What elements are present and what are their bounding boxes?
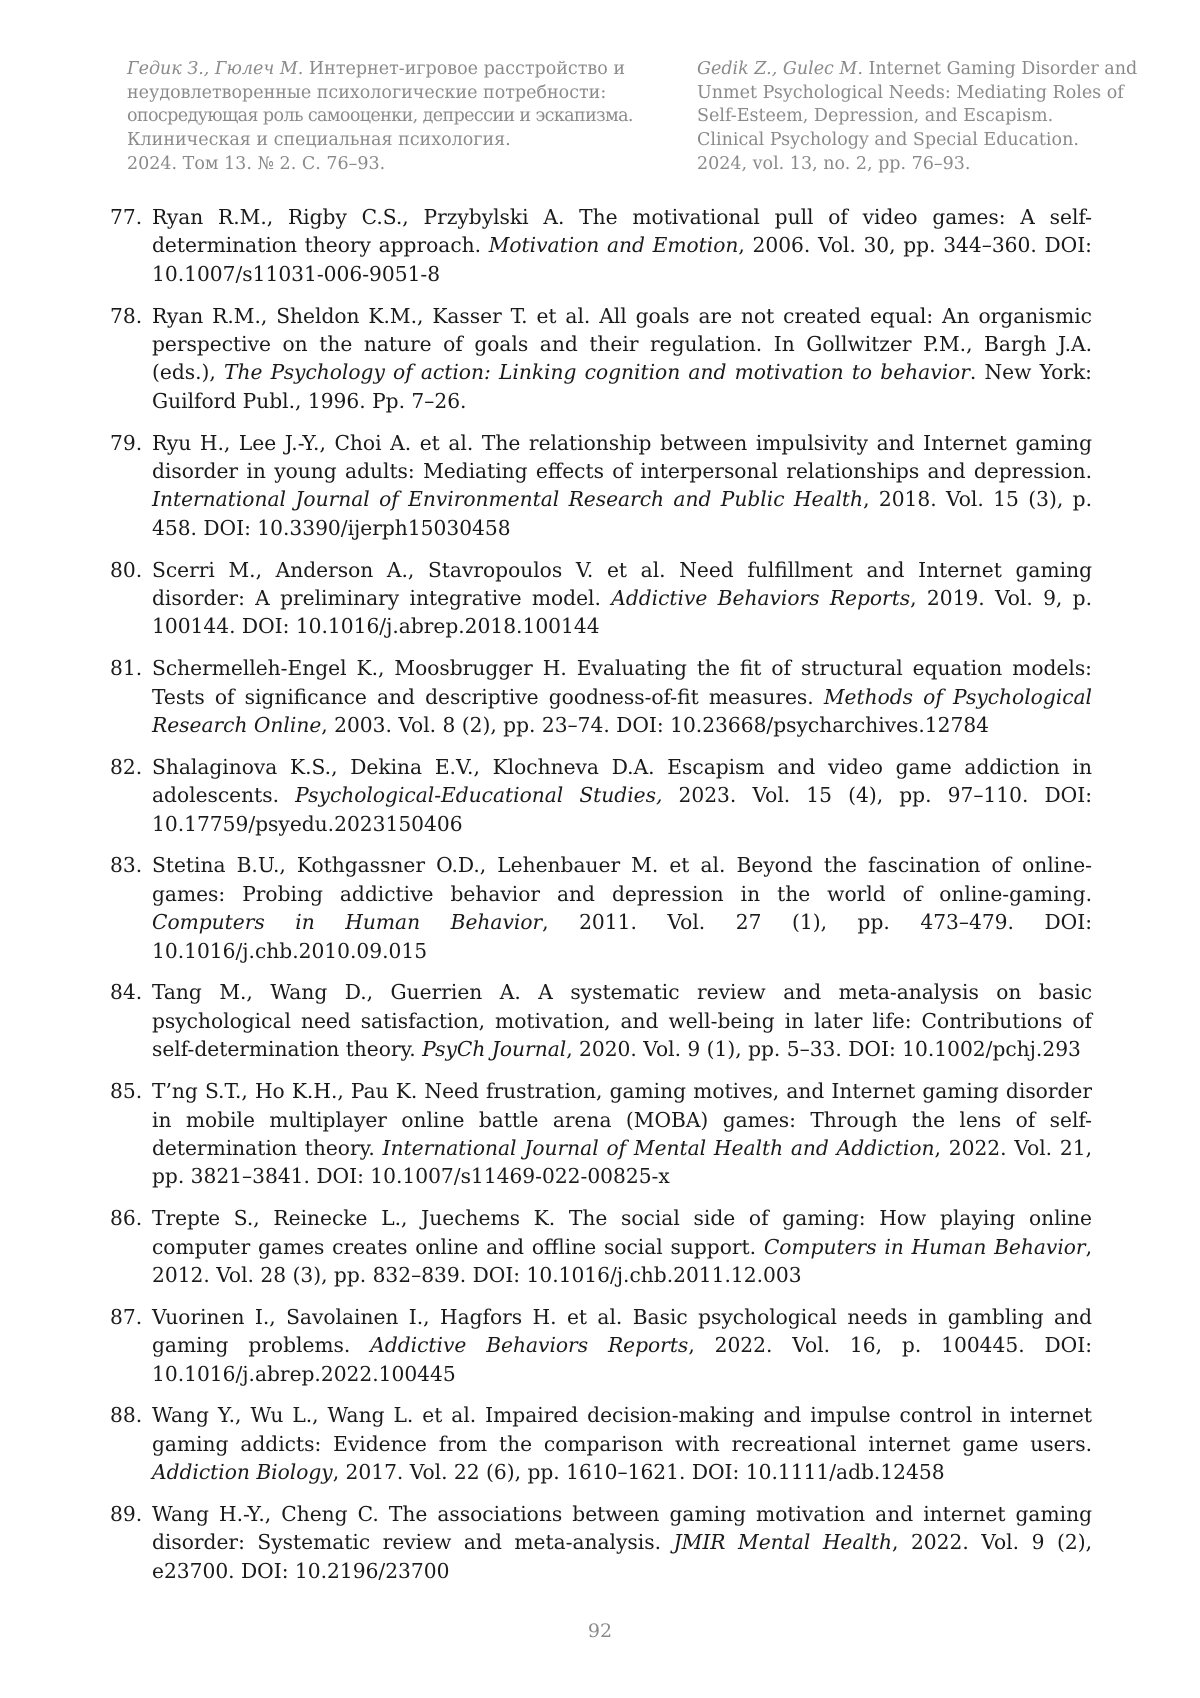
- reference-item: [110, 1500, 1092, 1585]
- header-line: Unmet Psychological Needs: Mediating Roles of: [697, 82, 1124, 103]
- reference-item: [110, 851, 1092, 965]
- reference-list: [110, 203, 1092, 1599]
- reference-text: T’ng S.T., Ho K.H., Pau K. Need frustration, gaming motives, and Internet gaming disorder in mobile multiplayer online battle arena (MOBA) games: Through the lens of self-determination theory. International Journal of Mental Health and Addiction, 2022. Vol. 21, pp. 3821–3841. DOI: 10.1007/s11469-022-00825-x: [152, 1079, 1093, 1189]
- reference-item: [110, 1204, 1092, 1289]
- journal-title: JMIR Mental Health: [673, 1530, 892, 1555]
- reference-item: [110, 978, 1092, 1063]
- header-line: опосредующая роль самооценки, депрессии и эскапизма.: [127, 106, 633, 127]
- page-number: 92: [587, 1620, 613, 1642]
- header-english: [697, 58, 1138, 177]
- header-line: Клиническая и специальная психология.: [127, 130, 511, 151]
- reference-number: 84.: [110, 980, 143, 1005]
- reference-item: [110, 1077, 1092, 1191]
- reference-text: Schermelleh-Engel K., Moosbrugger H. Evaluating the fit of structural equation models: Tests of significance and descriptive goodness-of-fit measures. Methods of Psychological Research Online, 2003. Vol. 8 (2), pp. 23–74. DOI: 10.23668/psycharchives.12784: [152, 656, 1093, 738]
- running-header: [127, 58, 1138, 177]
- reference-item: [110, 654, 1092, 739]
- journal-title: Addictive Behaviors Reports: [611, 586, 911, 611]
- reference-text: Ryan R.M., Sheldon K.M., Kasser T. et al. All goals are not created equal: An organismic perspective on the nature of goals and their regulation. In Gollwitzer P.M., Bargh J.A. (eds.), The Psychology of action: Linking cognition and motivation to behavior. New York: Guilford Publ., 1996. Pp. 7–26.: [152, 303, 1092, 413]
- reference-item: [110, 429, 1092, 543]
- journal-title: Motivation and Emotion: [488, 233, 739, 258]
- reference-text: Tang M., Wang D., Guerrien A. A systematic review and meta-analysis on basic psychological need satisfaction, motivation, and well-being in later life: Contributions of self-determination theory. PsyCh Journal, 2020. Vol. 9 (1), pp. 5–33. DOI: 10.1002/pchj.293: [152, 980, 1092, 1062]
- header-line: Clinical Psychology and Special Education.: [697, 130, 1079, 151]
- reference-number: 88.: [110, 1403, 143, 1428]
- header-authors: Gedik Z., Gulec M.: [697, 59, 863, 79]
- reference-item: [110, 753, 1092, 838]
- journal-title: PsyCh Journal: [422, 1037, 567, 1062]
- journal-title: The Psychology of action: Linking cognition and motivation to behavior: [224, 360, 970, 385]
- reference-item: [110, 203, 1092, 288]
- reference-number: 86.: [110, 1206, 143, 1231]
- reference-text: Wang Y., Wu L., Wang L. et al. Impaired decision-making and impulse control in internet gaming addicts: Evidence from the comparison with recreational internet game users. Addiction Biology, 2017. Vol. 22 (6), pp. 1610–1621. DOI: 10.1111/adb.12458: [152, 1403, 1092, 1485]
- reference-number: 78.: [110, 303, 143, 328]
- header-line: [697, 58, 1138, 82]
- reference-number: 81.: [110, 656, 143, 681]
- reference-text: Wang H.-Y., Cheng C. The associations between gaming motivation and internet gaming disorder: Systematic review and meta-analysis. JMIR Mental Health, 2022. Vol. 9 (2), e23700. DOI: 10.2196/23700: [152, 1501, 1092, 1583]
- reference-text: Ryan R.M., Rigby C.S., Przybylski A. The motivational pull of video games: A self-determination theory approach. Motivation and Emotion, 2006. Vol. 30, pp. 344–360. DOI: 10.1007/s11031-006-9051-8: [152, 205, 1092, 286]
- reference-text: Scerri M., Anderson A., Stavropoulos V. et al. Need fulfillment and Internet gaming disorder: A preliminary integrative model. Addictive Behaviors Reports, 2019. Vol. 9, p. 100144. DOI: 10.1016/j.abrep.2018.100144: [152, 557, 1092, 639]
- header-line: 2024. Том 13. № 2. С. 76–93.: [127, 153, 386, 174]
- journal-title: Computers in Human Behavior: [763, 1234, 1086, 1259]
- reference-text: Stetina B.U., Kothgassner O.D., Lehenbauer M. et al. Beyond the fascination of online-games: Probing addictive behavior and depression in the world of online-gaming. Computers in Human Behavior, 2011. Vol. 27 (1), pp. 473–479. DOI: 10.1016/j.chb.2010.09.015: [152, 853, 1092, 963]
- header-line: неудовлетворенные психологические потребности:: [127, 82, 607, 103]
- header-title-start: Интернет-игровое расстройство и: [308, 59, 625, 79]
- reference-text: Vuorinen I., Savolainen I., Hagfors H. et al. Basic psychological needs in gambling and gaming problems. Addictive Behaviors Reports, 2022. Vol. 16, p. 100445. DOI: 10.1016/j.abrep.2022.100445: [152, 1304, 1093, 1386]
- header-authors: Гедик З., Гюлеч М.: [127, 59, 304, 79]
- header-russian: [127, 58, 633, 177]
- reference-item: [110, 1303, 1092, 1388]
- reference-number: 82.: [110, 754, 143, 779]
- reference-number: 85.: [110, 1079, 143, 1104]
- journal-title: Computers in Human Behavior: [152, 910, 543, 935]
- header-title-start: Internet Gaming Disorder and: [868, 59, 1138, 79]
- reference-text: Ryu H., Lee J.-Y., Choi A. et al. The relationship between impulsivity and Internet gaming disorder in young adults: Mediating effects of interpersonal relationships and depression. International Journal of Environmental Research and Public Health, 2018. Vol. 15 (3), p. 458. DOI: 10.3390/ijerph15030458: [152, 430, 1092, 540]
- journal-title: Methods of Psychological Research Online: [152, 684, 1093, 738]
- header-line: [127, 58, 625, 82]
- header-line: Self-Esteem, Depression, and Escapism.: [697, 106, 1054, 127]
- journal-title: International Journal of Mental Health and Addiction: [382, 1135, 935, 1160]
- reference-number: 80.: [110, 557, 143, 582]
- reference-text: Shalaginova K.S., Dekina E.V., Klochneva D.A. Escapism and video game addiction in adolescents. Psychological-Educational Studies, 2023. Vol. 15 (4), pp. 97–110. DOI: 10.17759/psyedu.2023150406: [152, 754, 1092, 836]
- reference-item: [110, 302, 1092, 416]
- reference-number: 77.: [110, 205, 143, 229]
- header-line: 2024, vol. 13, no. 2, pp. 76–93.: [697, 153, 971, 174]
- reference-number: 79.: [110, 430, 143, 455]
- reference-number: 83.: [110, 853, 143, 878]
- reference-number: 89.: [110, 1501, 143, 1526]
- journal-title: Psychological-Educational Studies,: [295, 783, 663, 808]
- reference-text: Trepte S., Reinecke L., Juechems K. The social side of gaming: How playing online computer games creates online and offline social support. Computers in Human Behavior, 2012. Vol. 28 (3), pp. 832–839. DOI: 10.1016/j.chb.2011.12.003: [152, 1206, 1093, 1287]
- reference-item: [110, 556, 1092, 641]
- reference-number: 87.: [110, 1304, 143, 1329]
- reference-item: [110, 1401, 1092, 1486]
- journal-title: International Journal of Environmental Research and Public Health: [152, 487, 864, 512]
- journal-title: Addiction Biology: [152, 1460, 333, 1485]
- journal-title: Addictive Behaviors Reports: [370, 1333, 689, 1358]
